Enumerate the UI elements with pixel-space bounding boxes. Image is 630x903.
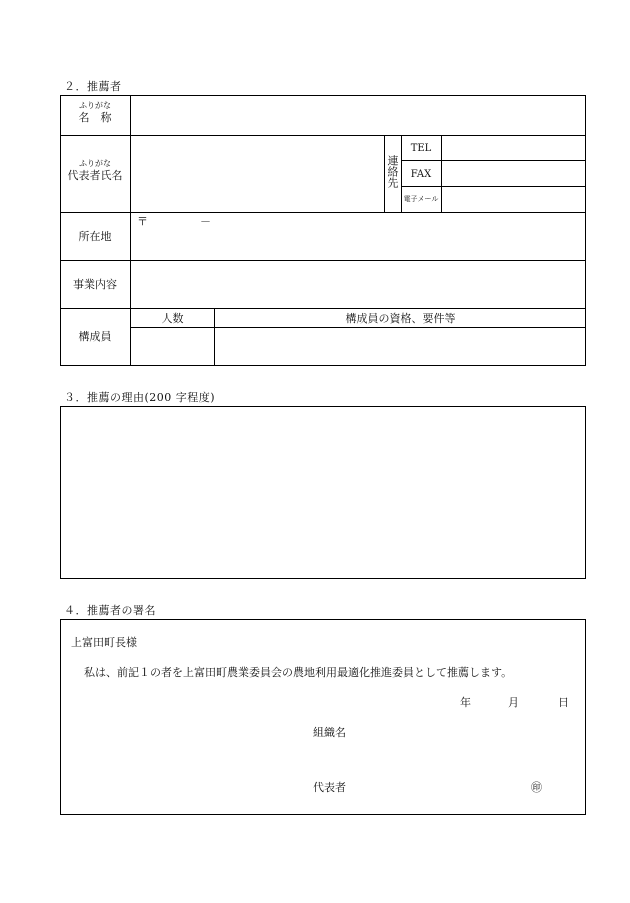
- date-day-label: 日: [558, 696, 569, 709]
- date-month-label: 月: [508, 696, 519, 709]
- business-label: 事業内容: [73, 278, 117, 291]
- fax-field[interactable]: [442, 161, 585, 185]
- reason-field[interactable]: [60, 406, 586, 579]
- rep-name-field[interactable]: [131, 136, 383, 211]
- email-field[interactable]: [442, 187, 585, 211]
- postal-mark: 〒: [137, 215, 148, 228]
- member-count-header: 人数: [161, 312, 184, 325]
- fax-label: FAX: [410, 169, 432, 180]
- name-ruby: ふりがな: [79, 101, 111, 110]
- representative-field[interactable]: [360, 773, 525, 795]
- member-qualification-field[interactable]: [215, 328, 585, 365]
- name-field[interactable]: [131, 96, 585, 134]
- addressee: 上富田町長様: [71, 636, 137, 649]
- member-qualification-header: 構成員の資格、要件等: [345, 312, 456, 325]
- section-3-title: ３．推薦の理由(200 字程度): [64, 391, 216, 404]
- address-label: 所在地: [78, 230, 112, 243]
- rep-label-text: 代表者氏名: [67, 169, 123, 183]
- postal-dash: －: [200, 215, 211, 228]
- organization-name-label: 組織名: [313, 726, 346, 739]
- address-field[interactable]: [131, 213, 585, 259]
- seal-mark: ㊞: [531, 781, 542, 794]
- rep-ruby: ふりがな: [79, 159, 111, 168]
- members-label: 構成員: [78, 330, 112, 343]
- recommendation-statement: 私は、前記１の者を上富田町農業委員会の農地利用最適化推進委員として推薦します。: [84, 666, 513, 679]
- name-label: [60, 101, 130, 126]
- email-label: 電子メール: [403, 195, 439, 203]
- contact-label: 連絡先: [386, 155, 399, 188]
- tel-field[interactable]: [442, 136, 585, 159]
- tel-label: TEL: [410, 143, 432, 154]
- rep-name-label: [60, 159, 130, 184]
- section-2-title: ２．推薦者: [64, 80, 122, 93]
- business-field[interactable]: [131, 261, 585, 307]
- organization-name-field[interactable]: [360, 718, 570, 740]
- name-label-text: 名 称: [78, 111, 112, 125]
- section-4-title: ４．推薦者の署名: [64, 604, 156, 617]
- member-count-field[interactable]: [131, 328, 213, 365]
- date-year-label: 年: [460, 696, 471, 709]
- representative-label: 代表者: [313, 781, 346, 794]
